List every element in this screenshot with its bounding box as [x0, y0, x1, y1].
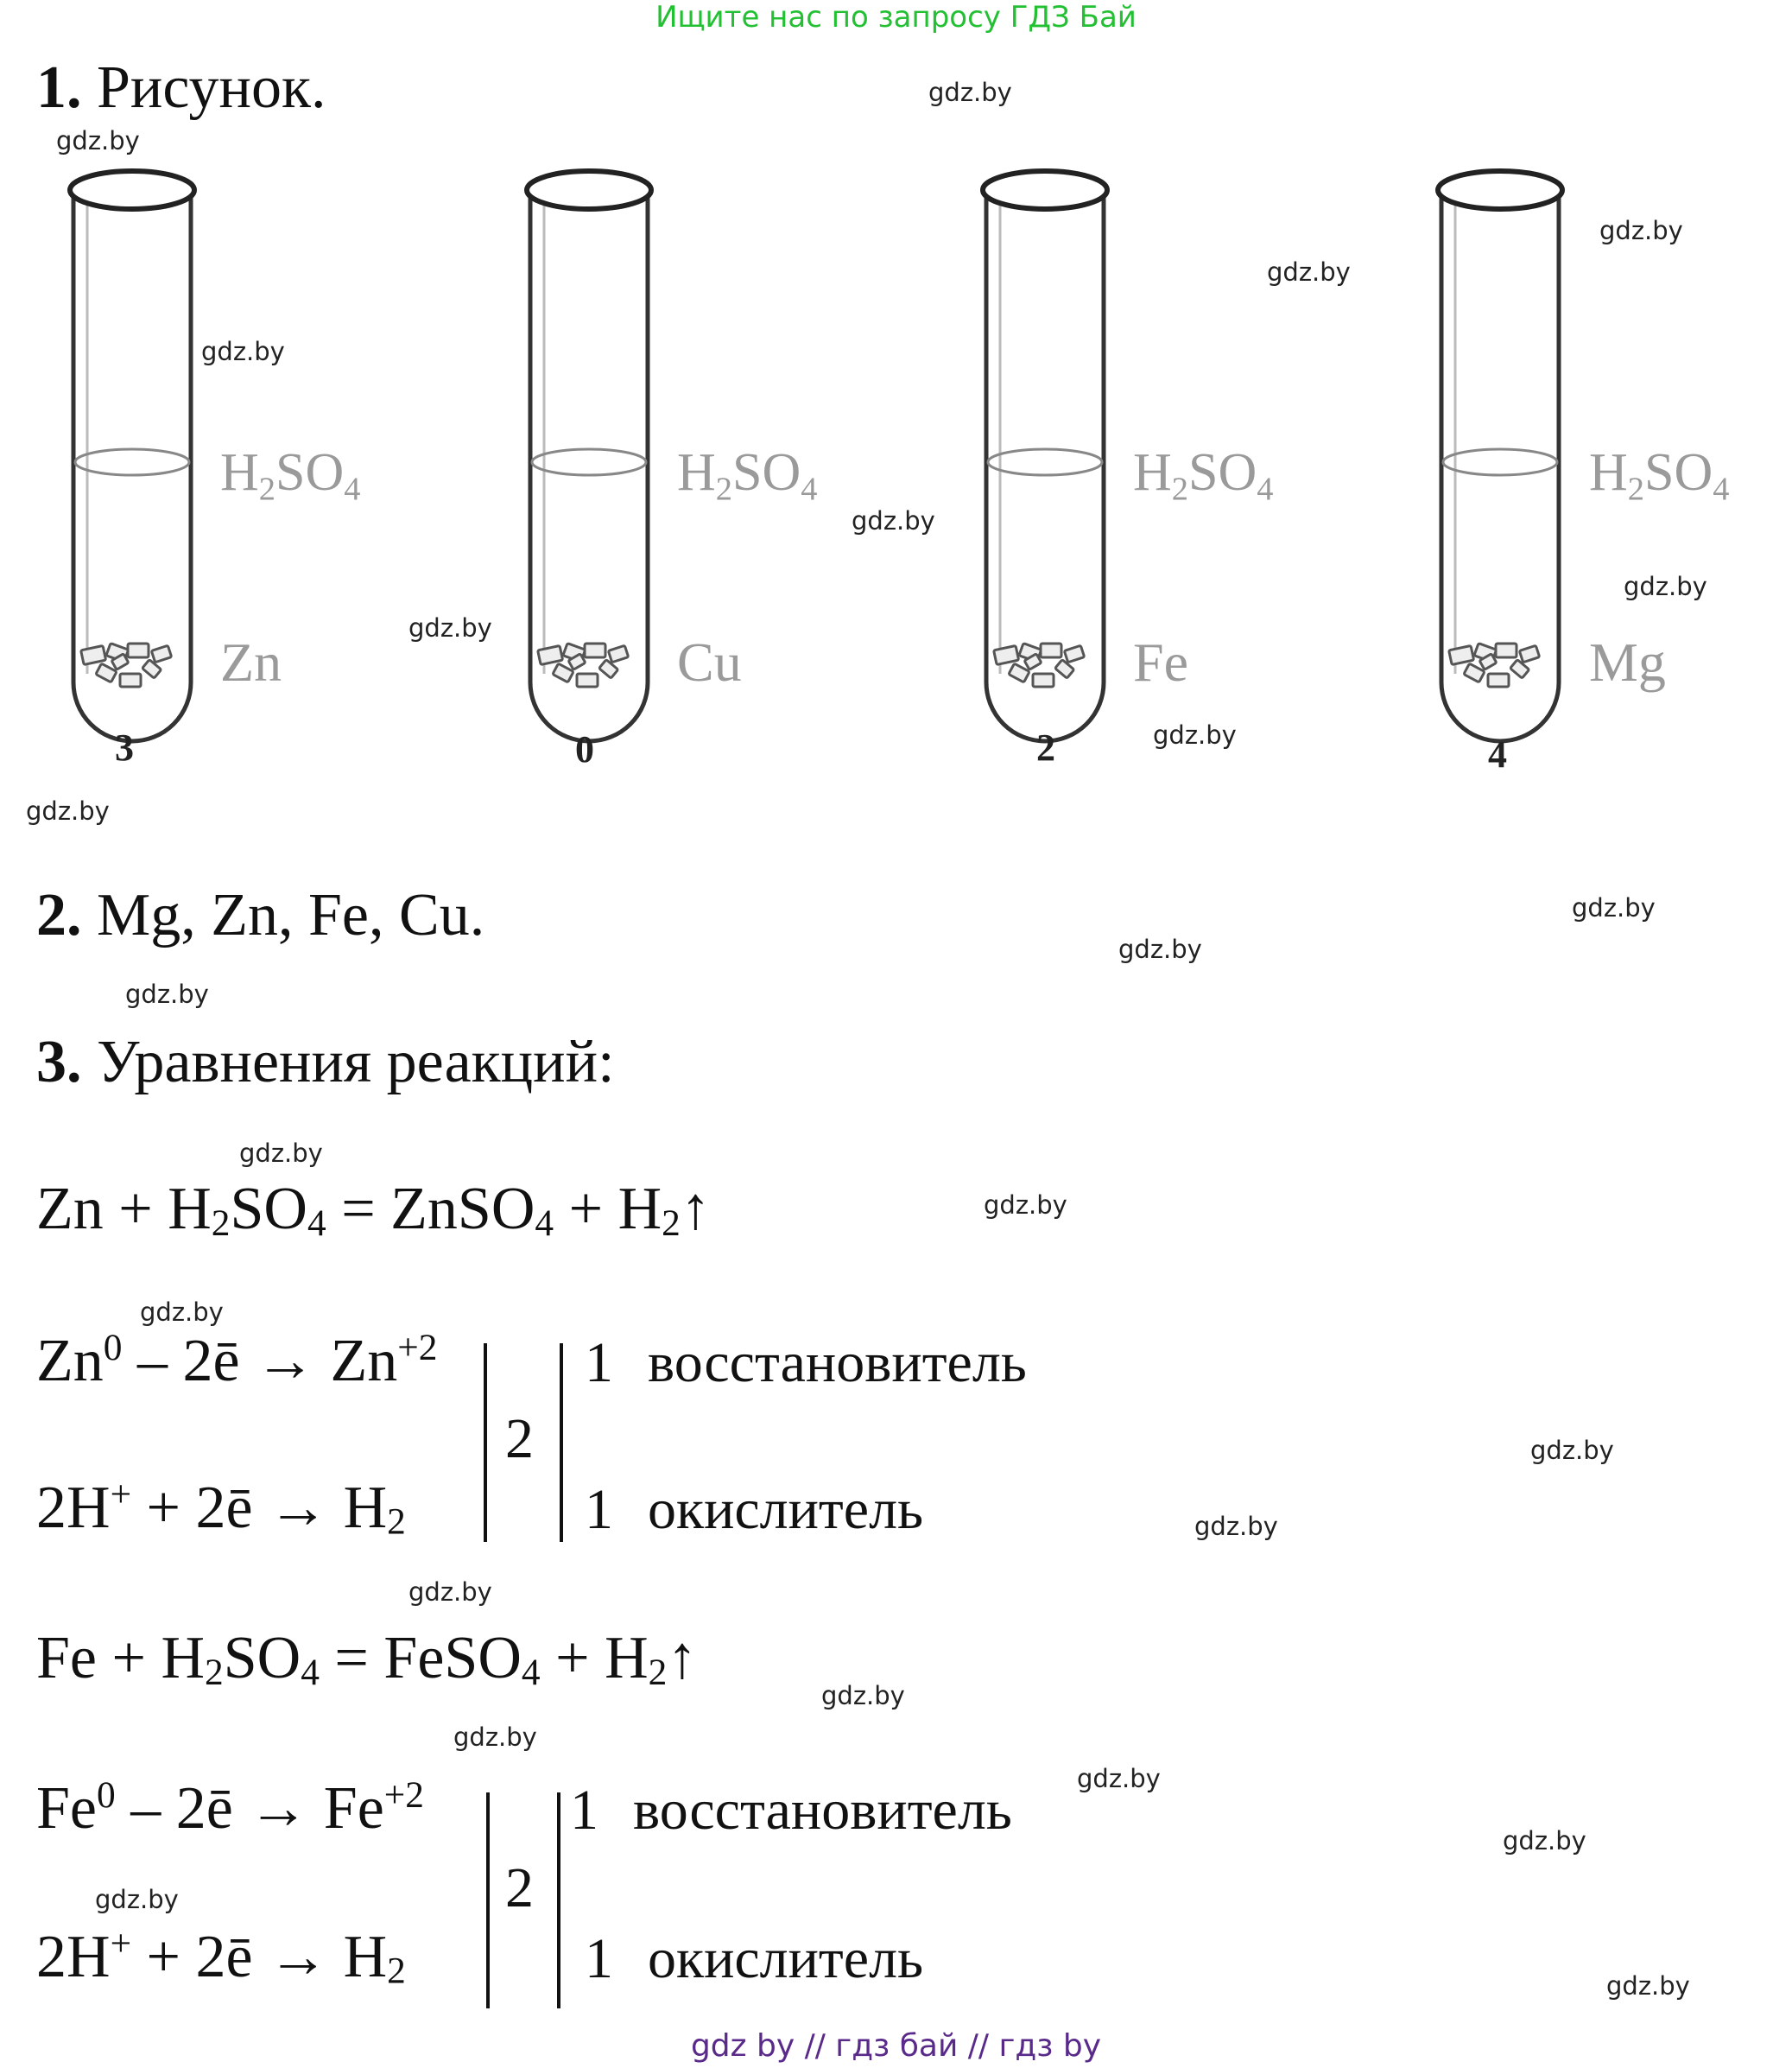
reaction1-coef1: 1 — [585, 1331, 613, 1394]
tube3-solution-label: $H_2SO_4$ — [1133, 443, 1274, 508]
reaction2-equation: $Fe + H_2SO_4$ = FeSO$_4$ + $H_2↑$ — [36, 1625, 698, 1693]
section1-number: 1. — [36, 54, 82, 121]
watermark: gdz.by — [26, 796, 110, 826]
reaction1-role1: восстановитель — [648, 1331, 1027, 1394]
watermark: gdz.by — [1267, 257, 1351, 287]
watermark: gdz.by — [239, 1139, 323, 1168]
watermark: gdz.by — [95, 1885, 179, 1914]
tube3-rank: 2 — [1036, 726, 1055, 769]
watermark: gdz.by — [1624, 572, 1707, 601]
watermark: gdz.by — [928, 78, 1012, 107]
watermark: gdz.by — [1572, 893, 1656, 923]
tube4-rank: 4 — [1488, 733, 1507, 776]
footer-banner: gdz by // гдз бай // гдз by — [690, 2028, 1102, 2064]
reaction2-reduction-halfeq: 2H+ + 2ē → $H_2$ — [36, 1923, 406, 1992]
tube2-rank: 0 — [575, 728, 594, 771]
watermark: gdz.by — [1194, 1512, 1278, 1541]
test-tube-fe — [983, 171, 1107, 741]
watermark: gdz.by — [140, 1297, 224, 1327]
watermark: gdz.by — [1599, 216, 1683, 245]
tube4-solution-label: $H_2SO_4$ — [1589, 443, 1730, 508]
tube1-metal-label: Zn — [220, 631, 282, 693]
reaction1-balance-bar-right — [560, 1343, 563, 1542]
watermark: gdz.by — [1530, 1436, 1614, 1465]
watermark: gdz.by — [201, 337, 285, 366]
tube2-solution-label: $H_2SO_4$ — [677, 443, 818, 508]
reaction2-coef2: 1 — [585, 1927, 613, 1990]
reaction1-lcm: 2 — [505, 1407, 534, 1470]
reaction1-oxidation-halfeq: Zn$^0$ – 2ē → $Zn^{+2}$ — [36, 1327, 438, 1394]
reaction2-role1: восстановитель — [633, 1779, 1012, 1842]
watermark: gdz.by — [125, 980, 209, 1009]
reaction1-role2: окислитель — [648, 1478, 924, 1541]
watermark: gdz.by — [408, 613, 492, 643]
section2-number: 2. — [36, 882, 82, 948]
watermark: gdz.by — [56, 126, 140, 155]
watermark: gdz.by — [1118, 935, 1202, 964]
reaction2-role2: окислитель — [648, 1927, 924, 1990]
watermark: gdz.by — [1503, 1826, 1586, 1855]
tube4-metal-label: Mg — [1589, 631, 1666, 693]
reaction2-lcm: 2 — [505, 1856, 534, 1919]
watermark: gdz.by — [1077, 1764, 1161, 1793]
reaction1-reduction-halfeq: 2H+ + 2ē → $H_2$ — [36, 1474, 406, 1543]
reaction1-balance-bar-left — [484, 1343, 487, 1542]
section3-title: Уравнения реакций: — [97, 1029, 615, 1095]
section1-heading — [36, 54, 326, 123]
test-tube-zn — [70, 171, 194, 741]
watermark: gdz.by — [984, 1190, 1067, 1220]
reaction2-oxidation-halfeq: Fe$^0$ – 2ē → $Fe^{+2}$ — [36, 1774, 424, 1842]
watermark: gdz.by — [1153, 720, 1237, 750]
reaction2-balance-bar-right — [557, 1792, 560, 2008]
section2-text: Mg, Zn, Fe, Cu. — [97, 882, 485, 948]
test-tube-mg — [1438, 171, 1562, 741]
watermark: gdz.by — [852, 506, 935, 536]
reaction1-coef2: 1 — [585, 1478, 613, 1541]
tube3-metal-label: Fe — [1133, 631, 1188, 693]
watermark: gdz.by — [821, 1681, 905, 1710]
tube2-metal-label: Cu — [677, 631, 742, 693]
test-tube-cu — [527, 171, 651, 741]
watermark: gdz.by — [1606, 1971, 1690, 2001]
reaction2-balance-bar-left — [486, 1792, 490, 2008]
section1-title: Рисунок. — [97, 54, 326, 121]
reaction2-coef1: 1 — [570, 1779, 598, 1842]
section3-heading — [36, 1028, 615, 1097]
section3-number: 3. — [36, 1029, 82, 1095]
header-banner: Ищите нас по запросу ГДЗ Бай — [655, 0, 1137, 35]
watermark: gdz.by — [408, 1577, 492, 1607]
watermark: gdz.by — [453, 1722, 537, 1752]
section2-line — [36, 881, 484, 950]
tube1-rank: 3 — [115, 726, 134, 769]
tube1-solution-label: $H_2SO_4$ — [220, 443, 361, 508]
reaction1-equation: $Zn + H_2SO_4$ = ZnSO$_4$ + $H_2↑$ — [36, 1176, 711, 1244]
